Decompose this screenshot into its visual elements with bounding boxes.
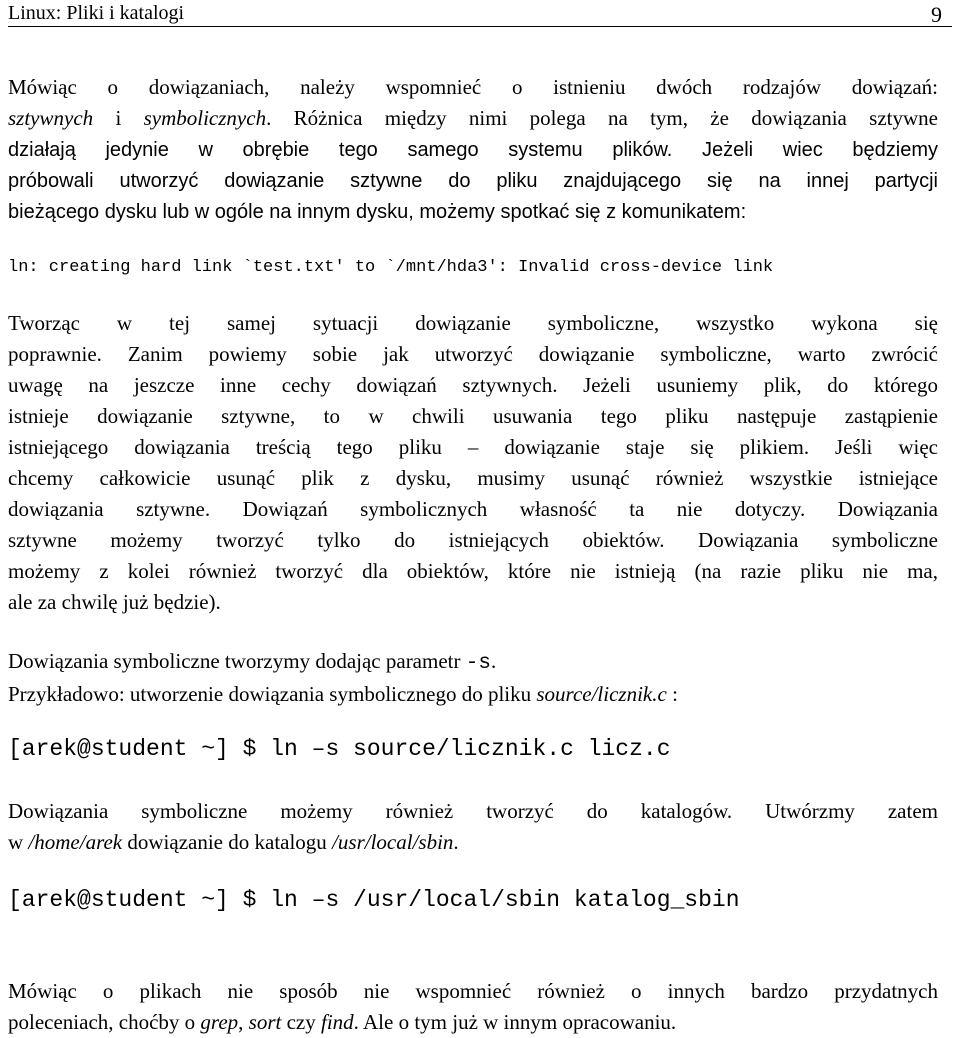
paragraph-symbolic-behaviour — [8, 308, 938, 618]
directory-path: /usr/local/sbin — [332, 830, 454, 854]
text-fragment: . Ale o tym już w innym opracowaniu. — [353, 1010, 677, 1034]
text-fragment: : — [666, 682, 678, 706]
text-line: próbowali utworzyć dowiązanie sztywne do pliku znajdującego się na innej partycji — [8, 170, 938, 192]
text-fragment: . — [490, 649, 497, 673]
term-hard: sztywnych — [8, 106, 94, 130]
command-name: find — [320, 1010, 354, 1034]
text-line: możemy z kolei również tworzyć dla obiektów, które nie istnieją (na razie pliku nie ma, — [8, 559, 938, 583]
text-fragment: . Różnica między nimi polega na tym, że dowiązania sztywne — [266, 106, 938, 130]
text-line: uwagę na jeszcze inne cechy dowiązań sztywnych. Jeżeli usuniemy plik, do którego — [8, 373, 938, 397]
page-header — [8, 0, 952, 27]
file-path: source/licznik.c — [536, 682, 667, 706]
text-line: Dowiązania symboliczne możemy również tworzyć do katalogów. Utwórzmy zatem — [8, 799, 938, 823]
text-fragment: w — [8, 830, 29, 854]
text-fragment: , — [238, 1010, 249, 1034]
text-line — [8, 679, 938, 710]
inline-code: -s — [465, 652, 491, 675]
text-line: istnieje dowiązanie sztywne, to w chwili usuwania tego pliku następuje zastąpienie — [8, 404, 938, 428]
paragraph-other-commands — [8, 976, 938, 1038]
text-line: chcemy całkowicie usunąć plik z dysku, musimy usunąć również wszystkie istniejące — [8, 466, 938, 490]
document-title: Linux: Pliki i katalogi — [8, 2, 185, 24]
text-fragment: poleceniach, choćby o — [8, 1010, 201, 1034]
text-line — [8, 103, 938, 134]
paragraph-hard-vs-symbolic — [8, 72, 938, 228]
text-fragment: Przykładowo: utworzenie dowiązania symbolicznego do pliku — [8, 682, 537, 706]
text-line: Mówiąc o dowiązaniach, należy wspomnieć o istnieniu dwóch rodzajów dowiązań: — [8, 75, 938, 99]
text-line — [8, 827, 938, 858]
command-name: grep — [200, 1010, 239, 1034]
text-line: ale za chwilę już będzie). — [8, 590, 221, 614]
error-message: ln: creating hard link `test.txt' to `/mnt/hda3': Invalid cross-device link — [8, 258, 774, 277]
command-example-file: [arek@student ~] $ ln –s source/licznik.c licz.c — [8, 736, 671, 762]
text-fragment: działają jedynie w obrębie tego samego systemu plików. — [8, 139, 673, 161]
text-line: Tworząc w tej samej sytuacji dowiązanie symboliczne, wszystko wykona się — [8, 311, 938, 335]
text-line: istniejącego dowiązania treścią tego pliku – dowiązanie staje się plikiem. Jeśli więc — [8, 435, 938, 459]
text-fragment: dowiązanie do katalogu — [122, 830, 333, 854]
text-fragment: i — [93, 106, 144, 130]
paragraph-s-parameter — [8, 646, 938, 710]
term-symbolic: symbolicznych — [143, 106, 267, 130]
text-line: Mówiąc o plikach nie sposób nie wspomnieć również o innych bardzo przydatnych — [8, 979, 938, 1003]
directory-path: /home/arek — [28, 830, 123, 854]
paragraph-directory-links — [8, 796, 938, 858]
text-fragment: Jeżeli wiec będziemy — [672, 139, 938, 161]
text-line: bieżącego dysku lub w ogóle na innym dysku, możemy spotkać się z komunikatem: — [8, 201, 747, 223]
text-line: dowiązania sztywne. Dowiązań symbolicznych własność ta nie dotyczy. Dowiązania — [8, 497, 938, 521]
text-line — [8, 1007, 938, 1038]
text-line — [8, 646, 938, 679]
text-line: poprawnie. Zanim powiemy sobie jak utworzyć dowiązanie symboliczne, warto zwrócić — [8, 342, 938, 366]
page-number: 9 — [931, 2, 942, 27]
text-fragment: . — [453, 830, 459, 854]
text-fragment: czy — [281, 1010, 321, 1034]
command-name: sort — [248, 1010, 282, 1034]
command-example-directory: [arek@student ~] $ ln –s /usr/local/sbin katalog_sbin — [8, 887, 740, 913]
text-line: sztywne możemy tworzyć tylko do istniejących obiektów. Dowiązania symboliczne — [8, 528, 938, 552]
text-fragment: Dowiązania symboliczne tworzymy dodając parametr — [8, 649, 466, 673]
text-line — [8, 134, 938, 166]
